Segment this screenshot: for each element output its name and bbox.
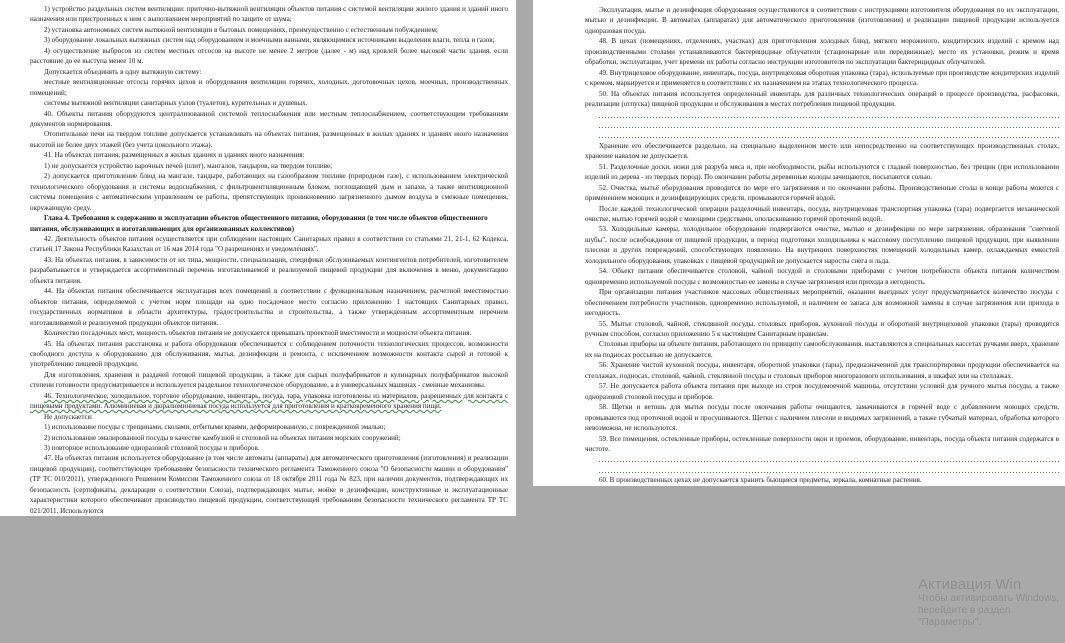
paragraph: 53. Холодильные камеры, холодильное оборудование подвергаются очистке, мытью и дезинфекции по мере загрязнения, образования "снеговой шубы", после освобождения от пищевой продукции, в период подготовки холодильника к массовому поступлению пищевой продукции, при выявлении плесени и других повреждений, способствующих появлению. На внутренних поверхностях помещений холодильных камер, охлаждаемых емкостей холодильного оборудования, упаковках с пищевой продукцией не допускается наросты снега и льда.: [585, 225, 1059, 265]
garbled-line: [599, 454, 1059, 464]
paragraph: 57. Не допускается работа объекта питания при выходе из строя посудомоечной машины, отсутствии условий для ручного мытья посуды, а также одноразовой столовой посуды и приборов.: [585, 382, 1059, 401]
garbled-line: [599, 110, 1059, 120]
paragraph: Допускается объединять в одну вытяжную систему:: [44, 67, 202, 76]
paragraph: 1) не допускается устройство варочных печей (плит), мангалов, тандыров, на твердом топливе;: [44, 161, 333, 170]
paragraph: 55. Мытье столовой, чайной, стеклянной посуды, столовых приборов, кухонной посуды и оборотной внутрицеховой упаковки (тары) проводится ручным способом, согласно приложению 5 к настоящим Санитарным правилам.: [585, 319, 1059, 338]
paragraph: 46. Технологическое, холодильное, торговое оборудование, инвентарь, посуда, тара, упаковка изготовлены из материалов, разрешенных для контакта с пищевыми продуктами. Алюминиевая и дюралюминиевая посуда используется для приготовления и кратковременного хранения пищи.: [30, 391, 508, 411]
paragraph: 3) повторное использование одноразовой столовой посуды и приборов.: [44, 444, 260, 453]
paragraph: Эксплуатация, мытье и дезинфекция оборудования осуществляются в соответствии с инструкциями изготовителя оборудования по их эксплуатации, мытью и дезинфекции. В автоматах (аппаратах) для автоматического приготовления (изготовления) и реализации пищевой продукции используется одноразовая посуда.: [585, 6, 1059, 35]
paragraph: 43. На объектах питания, в зависимости от их типа, мощности, специализации, специфики обслуживаемых контингентов потребителей, изготовителем разрабатывается и утверждается ассортиментный перечень изготавливаемой и реализуемой пищевой продукции для включения в меню, документацию объекта питания.: [30, 255, 508, 285]
page-gap: [516, 0, 533, 643]
paragraph: 59. Все помещения, остекленные приборы, остекленные поверхности окон и проемов, оборудование, инвентарь, посуда объекта питания содержатся в чистоте.: [585, 434, 1059, 453]
activation-title: Активация Win: [918, 576, 1022, 593]
paragraph: Столовые приборы на объекте питания, работающего по принципу самообслуживания, выставляются в специальных кассетах ручками вверх, хранение их на подносах россыпью не допускается.: [585, 340, 1059, 359]
paragraph: 56. Хранение чистой кухонной посуды, инвентаря, оборотной упаковки (тары), предназначенной для транспортировки продукции обеспечивается на стеллажах, подносах, столовой, чайной, стеклянной посуды и столовых приборов многоразового использования, в шкафах или на стеллажах.: [585, 361, 1059, 380]
paragraph: Отопительные печи на твердом топливе допускается устанавливать на объектах питания, размещенных в жилых зданиях и зданиях иного назначения высотой не более двух этажей (без учета цокольного этажа).: [30, 130, 508, 149]
paragraph: системы вытяжной вентиляции санитарных узлов (туалетов), курительных и душевых.: [44, 99, 308, 108]
paragraph: 2) допускается приготовление блюд на мангале, тандыре, работающих на газообразном топливе (природном газе), с использованием электрической технологического оборудования и системы водоснабжения, с фильтровентиляционным блоком, поглощающей дым и запахи, а также вентиляционной системы помещения с автоматическим управлением ее работы, препятствующих проникновению загрязненного дымом воздуха в смежные помещения, окружающую среду.: [30, 172, 508, 212]
paragraph: Хранение его обеспечивается раздельно, на специально выделенном месте или непосредственно на соответствующих производственных столах, хранение навалом не допускается.: [585, 141, 1059, 161]
document-page-right: [533, 0, 1065, 486]
paragraph: 52. Очистка, мытьё оборудования проводится по мере его загрязнения и по окончании работы. Производственные столы в конце работы моются с применением моющих и дезинфицирующих средств, промываются горячей водой.: [585, 183, 1059, 203]
paragraph: 2) использование эмалированной посуды в качестве камбузной и столовой на объектах питания морских сооружений;: [44, 433, 401, 442]
windows-activation-watermark: [918, 576, 1065, 629]
garbled-line: [599, 130, 1059, 140]
paragraph: 54. Объект питания обеспечивается столовой, чайной посудой и столовыми приборами с учетом потребности объекта питания количеством одновременно используемой посуды с возможностью ее замены в случае загрязнения или прихода в негодность.: [585, 267, 1059, 286]
paragraph: 45. На объектах питания расстановка и работа оборудования обеспечивается с соблюдением поточности технологических процессов, возможности свободного доступа к оборудованию для обслуживания, мытья, дезинфекции и ремонта, с исключением возможности контакта сырой и готовой к употреблению пищевой продукции.: [30, 339, 508, 369]
paragraph: местные вентиляционные отсосы горячих цехов и оборудования вентиляции горячих, холодных, доготовочных цехов, моечных, производственных помещений;: [30, 78, 508, 97]
paragraph: После каждой технологической операции разделочный инвентарь, посуда, внутрицеховая транспортная упаковка (тара) подвергается механической очистке, мытью горячей водой с моющими средствами, ополаскиванию горячей проточной водой.: [585, 204, 1059, 224]
chapter-heading: Глава 4. Требования к содержанию и эксплуатации объектов общественного питания, оборудования (в том числе объектов общественного питания, обслуживающих и изготавливающих для организованных коллективов): [30, 214, 488, 233]
paragraph: 58. Щетки и ветошь для мытья посуды после окончания работы очищаются, замачиваются в горячей воде с добавлением моющих средств, промываются под проточной водой и просушиваются. Щетки с наличием плесени и видимых загрязнений, а также губчатый материал, обработка которого невозможна, не используются.: [585, 403, 1059, 433]
document-page-left: [0, 0, 516, 516]
paragraph: 50. На объектах питания используется определенный инвентарь для различных технологических операций в процессе производства, расфасовки, реализации (отпуска) пищевой продукции и обслуживания в местах потребления пищевой продукции.: [585, 89, 1059, 109]
paragraph: 1) использование посуды с трещинами, сколами, отбитыми краями, деформированную, с поврежденной эмалью;: [44, 423, 386, 432]
paragraph: 60. В производственных цехах не допускается хранить бьющиеся предметы, зеркала, комнатные растения.: [599, 476, 922, 485]
activation-subtitle: Чтобы активировать Windows, перейдите в раздел "Параметры".: [918, 593, 1060, 628]
paragraph: 44. На объектах питания обеспечивается эксплуатация всех помещений в соответствии с функциональным назначением, расчетной вместимостью объектов питания, определяемой с учетом норм площади на одно посадочное место согласно приложению 1 настоящих Санитарных правил, государственных нормативов в области архитектуры, градостроительства и строительства, а также утвержденным ассортиментным перечнем изготавливаемой и реализуемой продукции объектов питания.: [30, 287, 508, 327]
paragraph: Количество посадочных мест, мощность объектов питания не допускается превышать проектной вместимости и мощности объекта питания.: [44, 329, 472, 338]
paragraph: 48. В цехах (помещениях, отделениях, участках) для приготовления холодных блюд, мягкого мороженого, кондитерских изделий с кремом над производственными столами устанавливаются бактерицидные облучатели (стационарные или передвижные), место их установки, режим и время обработки, эксплуатации, учет времени их работы согласно инструкции изготовителя по эксплуатации бактерицидных облучателей.: [585, 37, 1059, 67]
paragraph: 4) осуществление выбросов из систем местных отсосов на высоте не менее 2 метров (далее - м) над кровлей более высокой части здания, если расстояние до ее выступа менее 10 м.: [30, 46, 508, 66]
paragraph: 2) установка автономных систем вытяжной вентиляции в бытовых помещениях, преимущественно с естественным побуждением;: [44, 25, 438, 34]
paragraph: При организации питания участников массовых общественных мероприятий, оказании выездных услуг предусматривается количество посуды с обеспечением потребности участников, одновременно используемой, и наличием ее запаса для возможной замены в случае загрязнения или прихода в негодность.: [585, 288, 1059, 318]
paragraph: 47. На объектах питания используется оборудование (в том числе автоматы (аппараты) для автоматического приготовления (изготовления) и реализации пищевой продукции), соответствующее требованиям безопасности технического регламента Таможенного союза "О безопасности машин и оборудования" (ТР ТС 010/2011), утвержденного Решением Комиссии Таможенного союза от 18 октября 2011 года № 823, при наличии документов, подтверждающих их безопасность (сертификаты, декларации о соответствии Союза), подтверждающих мытье, мойке и дезинфекции, конструктивные и эксплуатационные характеристики которого обеспечивают производство пищевой продукции, соответствующей требованиям безопасности технического регламента ТР ТС 021/2011. Используются: [30, 454, 508, 515]
paragraph: 49. Внутрицеховое оборудование, инвентарь, посуда, внутрицеховая оборотная упаковка (тара), используемые при производстве кондитерских изделий с кремом, маркируется и применяется в соответствии с их назначением на этапах технологического процесса.: [585, 68, 1059, 88]
paragraph: 42. Деятельность объектов питания осуществляется при соблюдении настоящих Санитарных правил в соответствии со статьями 21, 21-1, 62 Кодекса, статьей 17 Закона Республики Казахстан от 16 мая 2014 года "О разрешениях и уведомлениях".: [30, 234, 508, 254]
garbled-line: [599, 465, 1059, 475]
garbled-line: [599, 120, 1059, 130]
paragraph: 3) оборудование локальных вытяжных систем над оборудованием и моечными ваннами, являющимися источниками выделения влаги, тепла и газов;: [44, 36, 495, 45]
paragraph: 41. На объектах питания, размещенных в жилых зданиях и зданиях иного назначения:: [44, 151, 305, 160]
paragraph: Для изготовления, хранения и раздачей готовой пищевой продукции, а также для сырых полуфабрикатов и кулинарных полуфабрикатов высокой степени готовности предусматривается и используется раздельное технологическое оборудование, а в универсальных машинах - сменные механизмы.: [30, 370, 508, 390]
paragraph: 1) устройство раздельных систем вентиляции: приточно-вытяжной вентиляции объектов питания с системой вентиляции жилого здания и зданий иного назначения или пристроенных к ним с выполнением мероприятий по защите от шума;: [30, 5, 508, 24]
paragraph: 40. Объекты питания оборудуются централизованной системой теплоснабжения или местным теплоснабжением, соответствующим требованиям документов нормирования.: [30, 109, 508, 128]
paragraph: Не допускается:: [44, 412, 93, 421]
paragraph: 51. Разделочные доски, ножи для разруба мяса и, при необходимости, рыбы используются с гладкой поверхностью, без трещин (при использовании изделий из дерева - из твердых пород). По окончании работы деревянные колоды зачищаются, посыпаются солью.: [585, 162, 1059, 182]
